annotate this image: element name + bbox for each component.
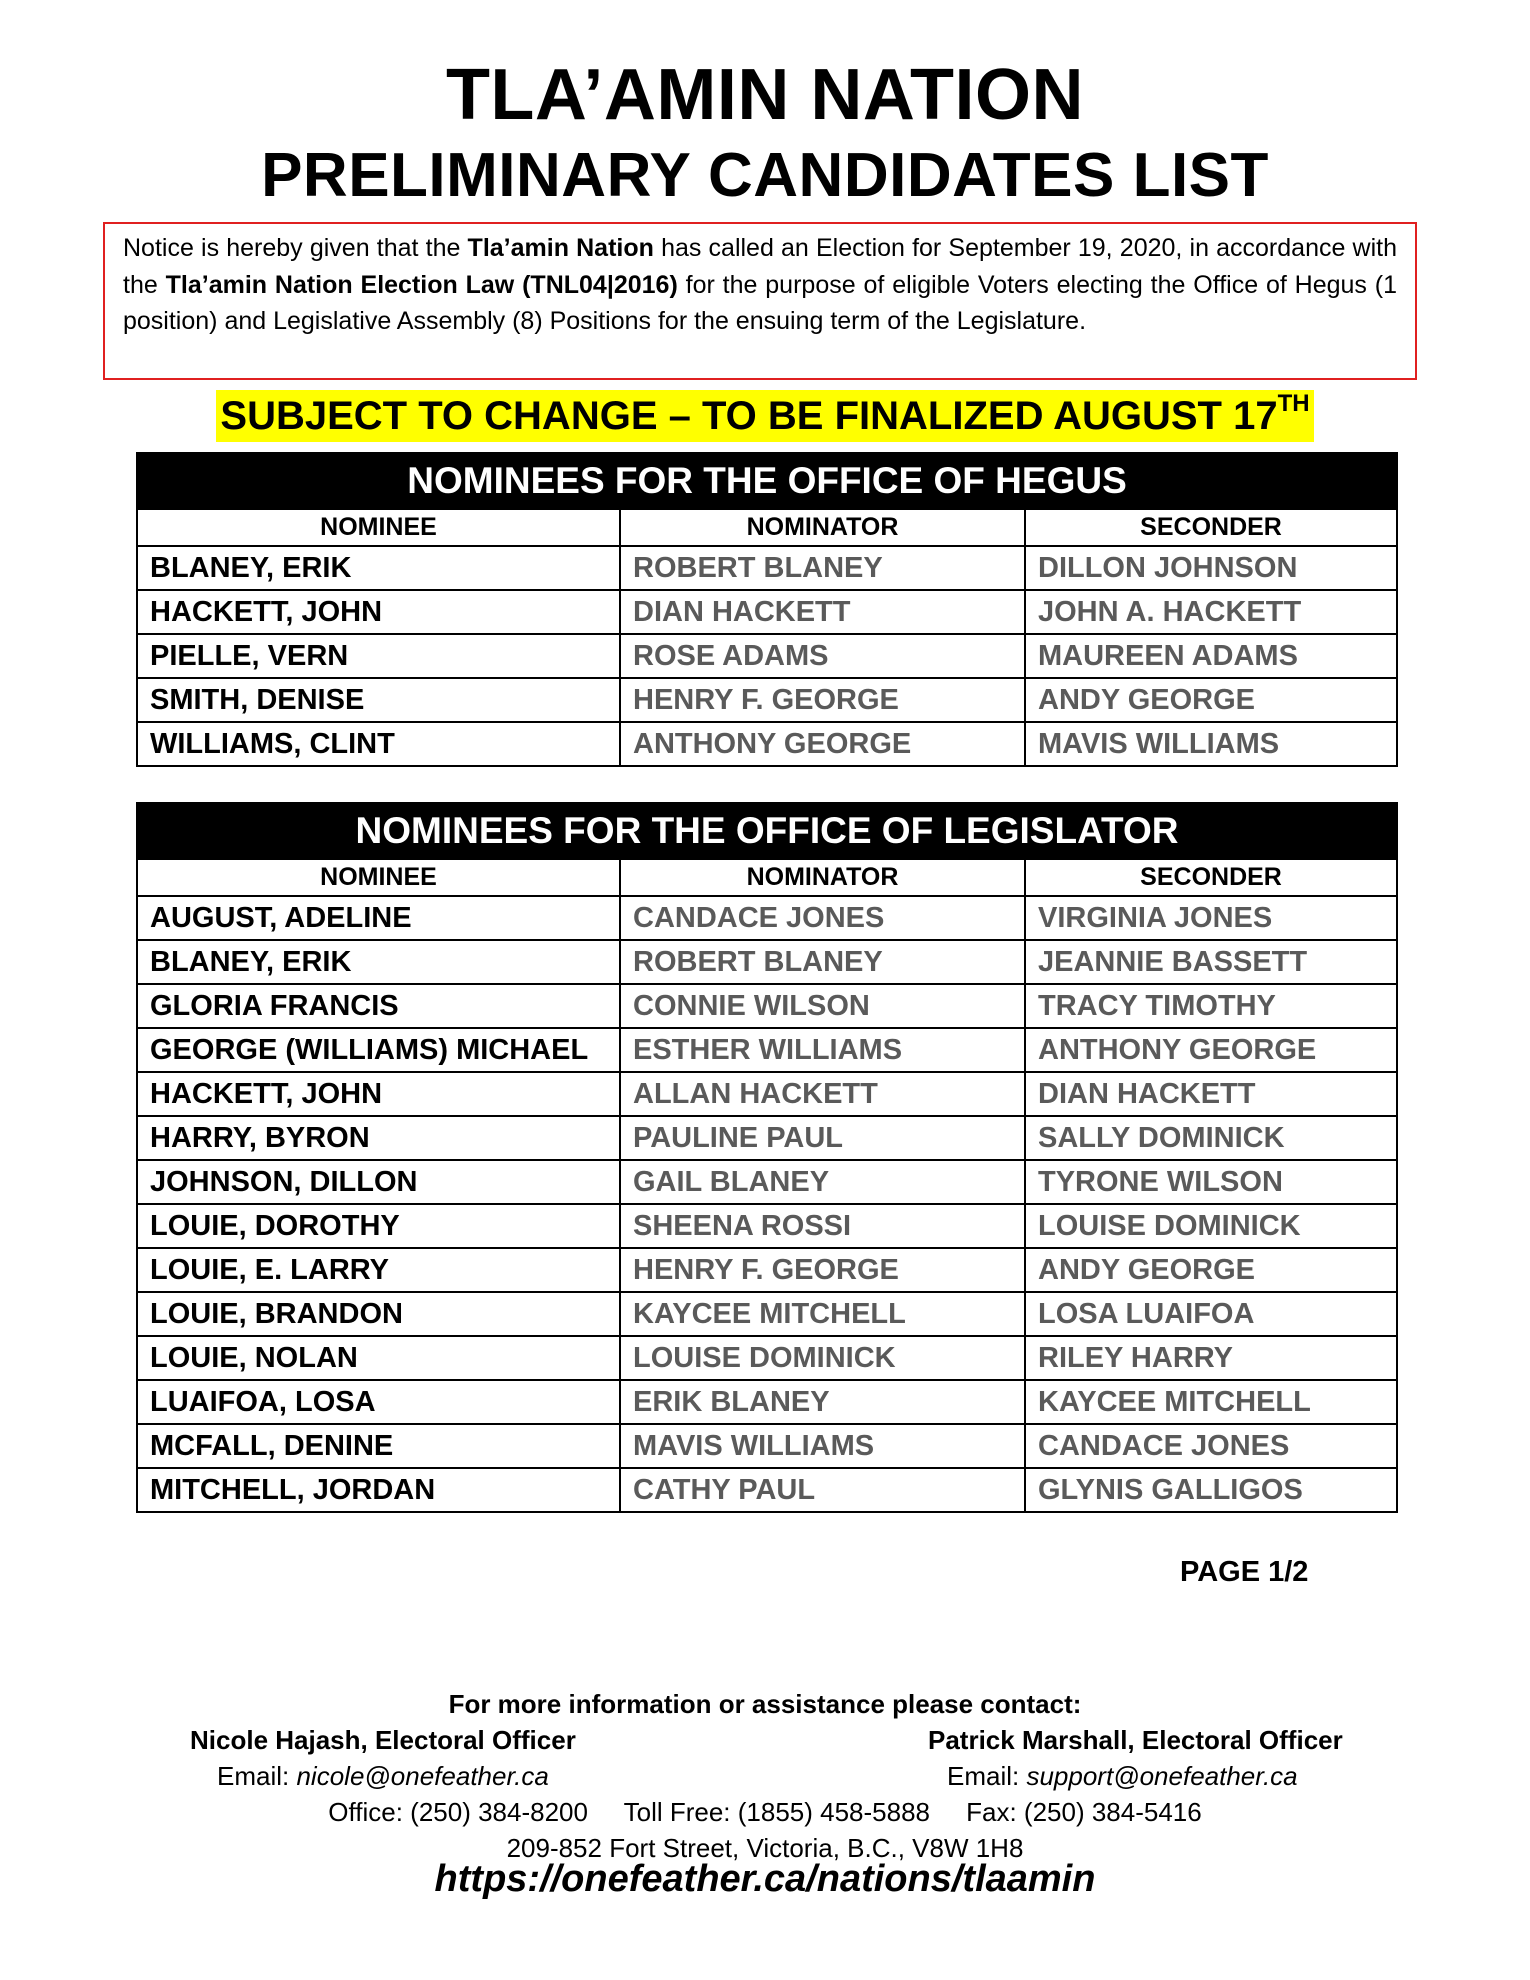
document-subtitle: PRELIMINARY CANDIDATES LIST <box>261 141 1269 210</box>
seconder-cell: ANDY GEORGE <box>1025 678 1397 722</box>
nominee-cell: LOUIE, BRANDON <box>137 1292 620 1336</box>
seconder-cell: ANTHONY GEORGE <box>1025 1028 1397 1072</box>
nominator-cell: GAIL BLANEY <box>620 1160 1025 1204</box>
nominee-cell: BLANEY, ERIK <box>137 940 620 984</box>
nominator-cell: ESTHER WILLIAMS <box>620 1028 1025 1072</box>
officer2-email[interactable]: support@onefeather.ca <box>1026 1761 1298 1791</box>
election-notice <box>103 222 1417 380</box>
nominator-cell: ROSE ADAMS <box>620 634 1025 678</box>
nominator-cell: CANDACE JONES <box>620 896 1025 940</box>
table-row <box>137 1380 1397 1424</box>
nominee-cell: LOUIE, E. LARRY <box>137 1248 620 1292</box>
table-row <box>137 1424 1397 1468</box>
nominator-cell: ALLAN HACKETT <box>620 1072 1025 1116</box>
table-row <box>137 634 1397 678</box>
seconder-cell: RILEY HARRY <box>1025 1336 1397 1380</box>
nominee-cell: GEORGE (WILLIAMS) MICHAEL <box>137 1028 620 1072</box>
nominee-cell: WILLIAMS, CLINT <box>137 722 620 766</box>
notice-text-2: has called an Election for September 19, 2020, in accordance with the <box>123 234 1397 299</box>
officer2-email-line <box>947 1758 1298 1794</box>
seconder-cell: KAYCEE MITCHELL <box>1025 1380 1397 1424</box>
contact-heading: For more information or assistance please contact: <box>448 1689 1082 1719</box>
hegus-table-heading: NOMINEES FOR THE OFFICE OF HEGUS <box>137 453 1397 509</box>
table-row <box>137 1292 1397 1336</box>
notice-text-1: Notice is hereby given that the <box>123 234 468 262</box>
seconder-cell: GLYNIS GALLIGOS <box>1025 1468 1397 1512</box>
notice-nation: Tla’amin Nation <box>467 234 654 262</box>
officer1-email[interactable]: nicole@onefeather.ca <box>296 1761 549 1791</box>
seconder-cell: TRACY TIMOTHY <box>1025 984 1397 1028</box>
seconder-cell: ANDY GEORGE <box>1025 1248 1397 1292</box>
nominee-cell: LOUIE, NOLAN <box>137 1336 620 1380</box>
notice-text-3: for the purpose of eligible Voters electing the Office of Hegus (1 position) and Legislative Assembly (8) Positions for the ensuing term of the Legislature. <box>123 270 1398 335</box>
nominator-cell: ANTHONY GEORGE <box>620 722 1025 766</box>
seconder-cell: JEANNIE BASSETT <box>1025 940 1397 984</box>
table-row <box>137 940 1397 984</box>
nominator-cell: MAVIS WILLIAMS <box>620 1424 1025 1468</box>
table-row <box>137 1028 1397 1072</box>
nominee-cell: GLORIA FRANCIS <box>137 984 620 1028</box>
nominator-cell: HENRY F. GEORGE <box>620 678 1025 722</box>
seconder-cell: VIRGINIA JONES <box>1025 896 1397 940</box>
nominator-cell: ROBERT BLANEY <box>620 940 1025 984</box>
seconder-cell: DIAN HACKETT <box>1025 1072 1397 1116</box>
hegus-nominees-table <box>136 452 1398 767</box>
officer1-email-line <box>217 1758 549 1794</box>
table-row <box>137 722 1397 766</box>
nominee-cell: HARRY, BYRON <box>137 1116 620 1160</box>
nominee-cell: AUGUST, ADELINE <box>137 896 620 940</box>
nominator-cell: DIAN HACKETT <box>620 590 1025 634</box>
table-row <box>137 896 1397 940</box>
column-header-nominee: NOMINEE <box>137 859 620 896</box>
officer1-name: Nicole Hajash, Electoral Officer <box>190 1725 576 1755</box>
table-row <box>137 678 1397 722</box>
seconder-cell: MAUREEN ADAMS <box>1025 634 1397 678</box>
table-row <box>137 590 1397 634</box>
contact-address: 209-852 Fort Street, Victoria, B.C., V8W 1H8 <box>506 1833 1024 1863</box>
nominee-cell: HACKETT, JOHN <box>137 590 620 634</box>
nominee-cell: PIELLE, VERN <box>137 634 620 678</box>
column-header-nominee: NOMINEE <box>137 509 620 546</box>
website-link[interactable]: https://onefeather.ca/nations/tlaamin <box>434 1858 1096 1900</box>
nominee-cell: MCFALL, DENINE <box>137 1424 620 1468</box>
seconder-cell: MAVIS WILLIAMS <box>1025 722 1397 766</box>
nominator-cell: SHEENA ROSSI <box>620 1204 1025 1248</box>
column-header-nominator: NOMINATOR <box>620 509 1025 546</box>
nominator-cell: ROBERT BLANEY <box>620 546 1025 590</box>
contact-phones: Office: (250) 384-8200 Toll Free: (1855) 458-5888 Fax: (250) 384-5416 <box>328 1797 1202 1827</box>
nominee-cell: MITCHELL, JORDAN <box>137 1468 620 1512</box>
table-row <box>137 546 1397 590</box>
document-title: TLA’AMIN NATION <box>445 55 1085 135</box>
nominator-cell: CONNIE WILSON <box>620 984 1025 1028</box>
seconder-cell: CANDACE JONES <box>1025 1424 1397 1468</box>
seconder-cell: SALLY DOMINICK <box>1025 1116 1397 1160</box>
nominator-cell: HENRY F. GEORGE <box>620 1248 1025 1292</box>
officer2-email-label: Email: <box>947 1761 1027 1791</box>
banner-text: SUBJECT TO CHANGE – TO BE FINALIZED AUGUST 17 <box>220 394 1278 438</box>
nominator-cell: CATHY PAUL <box>620 1468 1025 1512</box>
nominee-cell: HACKETT, JOHN <box>137 1072 620 1116</box>
banner-superscript: TH <box>1277 390 1310 417</box>
table-row <box>137 1336 1397 1380</box>
nominee-cell: LUAIFOA, LOSA <box>137 1380 620 1424</box>
table-row <box>137 1468 1397 1512</box>
seconder-cell: DILLON JOHNSON <box>1025 546 1397 590</box>
notice-law: Tla’amin Nation Election Law (TNL04|2016) <box>165 270 678 299</box>
legislator-nominees-table <box>136 802 1398 1513</box>
seconder-cell: TYRONE WILSON <box>1025 1160 1397 1204</box>
nominee-cell: SMITH, DENISE <box>137 678 620 722</box>
status-banner-wrap <box>0 390 1530 442</box>
nominee-cell: LOUIE, DOROTHY <box>137 1204 620 1248</box>
page-number: PAGE 1/2 <box>1180 1556 1309 1588</box>
officer1-email-label: Email: <box>217 1761 297 1791</box>
table-row <box>137 1204 1397 1248</box>
table-row <box>137 1072 1397 1116</box>
column-header-seconder: SECONDER <box>1025 859 1397 896</box>
seconder-cell: LOUISE DOMINICK <box>1025 1204 1397 1248</box>
status-banner <box>216 390 1313 442</box>
table-row <box>137 1160 1397 1204</box>
table-row <box>137 1248 1397 1292</box>
nominee-cell: BLANEY, ERIK <box>137 546 620 590</box>
nominator-cell: PAULINE PAUL <box>620 1116 1025 1160</box>
seconder-cell: JOHN A. HACKETT <box>1025 590 1397 634</box>
nominator-cell: LOUISE DOMINICK <box>620 1336 1025 1380</box>
officer2-name: Patrick Marshall, Electoral Officer <box>928 1725 1343 1755</box>
nominee-cell: JOHNSON, DILLON <box>137 1160 620 1204</box>
column-header-nominator: NOMINATOR <box>620 859 1025 896</box>
column-header-seconder: SECONDER <box>1025 509 1397 546</box>
nominator-cell: KAYCEE MITCHELL <box>620 1292 1025 1336</box>
legislator-table-heading: NOMINEES FOR THE OFFICE OF LEGISLATOR <box>137 803 1397 859</box>
table-row <box>137 1116 1397 1160</box>
nominator-cell: ERIK BLANEY <box>620 1380 1025 1424</box>
table-row <box>137 984 1397 1028</box>
seconder-cell: LOSA LUAIFOA <box>1025 1292 1397 1336</box>
